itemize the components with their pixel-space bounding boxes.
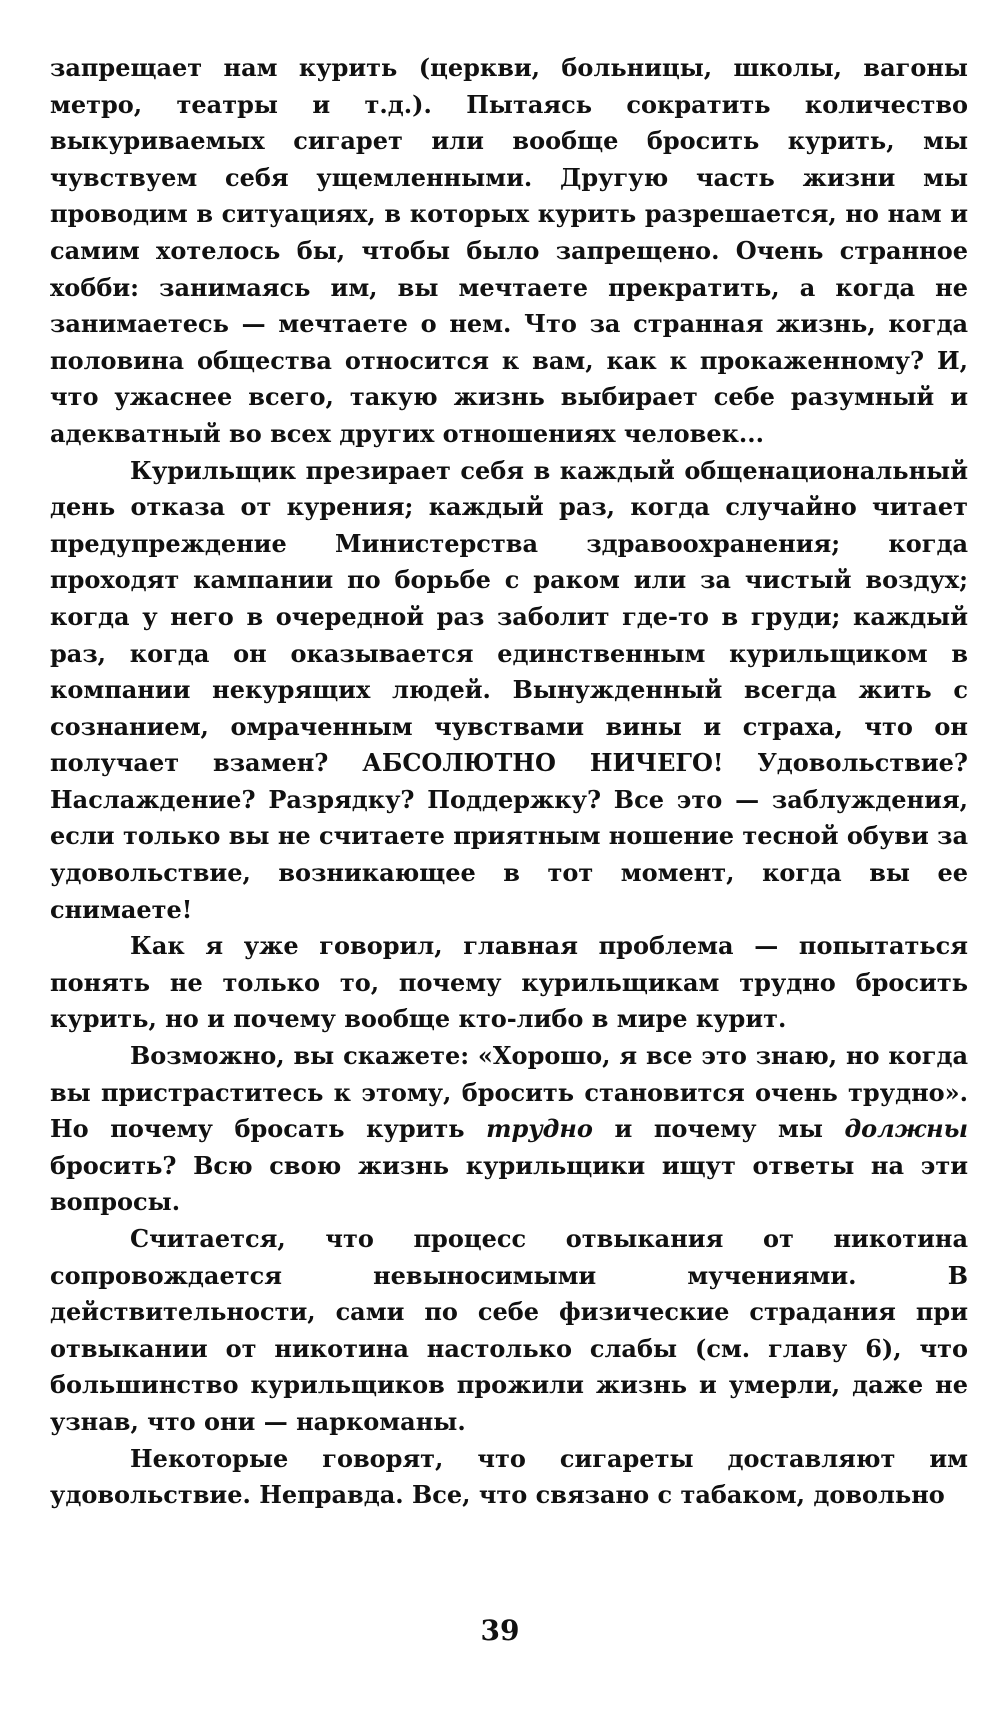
paragraph-withdrawal: Считается, что процесс отвыкания от никотина сопровождается невыносимыми мучениями. В действительности, сами по себе физические страдания при отвыкании от никотина настолько слабы (см. главу 6), что большинство курильщиков прожили жизнь и умерли, даже не узнав, что они — наркоманы. <box>50 1224 968 1436</box>
paragraph-smoker-despises: Курильщик презирает себя в каждый общенациональный день отказа от курения; каждый раз, когда случайно читает предупреждение Министерства здравоохранения; когда проходят кампании по борьбе с раком или за чистый воздух; когда у него в очередной раз заболит где-то в груди; каждый раз, когда он оказывается единственным курильщиком в компании некурящих людей. Вынужденный всегда жить с сознанием, омраченным чувствами вины и страха, что он получает взамен? АБСОЛЮТНО НИЧЕГО! Удовольствие? Наслаждение? Разрядку? Поддержку? Все это — заблуждения, если только вы не считаете приятным ношение тесной обуви за удовольствие, возникающее в тот момент, когда вы ее снимаете! <box>50 455 968 924</box>
paragraph-pleasure: Некоторые говорят, что сигареты доставляют им удовольствие. Неправда. Все, что связано с табаком, довольно <box>50 1443 968 1510</box>
italic-word-must: должны <box>844 1114 968 1144</box>
paragraph-why-hard-part2: и почему мы <box>592 1114 845 1144</box>
paragraph-why-hard-part1: Возможно, вы скажете: «Хорошо, я все это знаю, но когда вы пристраститесь к этому, бросить становится очень трудно». Но почему бросать курить <box>50 1041 968 1144</box>
page-number: 39 <box>480 1614 520 1647</box>
italic-word-hard: трудно <box>486 1114 593 1144</box>
paragraph-main-problem: Как я уже говорил, главная проблема — попытаться понять не только то, почему курильщикам трудно бросить курить, но и почему вообще кто-либо в мире курит. <box>50 931 968 1034</box>
paragraph-continued: запрещает нам курить (церкви, больницы, школы, вагоны метро, театры и т.д.). Пытаясь сократить количество выкуриваемых сигарет или вообще бросить курить, мы чувствуем себя ущемленными. Другую часть жизни мы проводим в ситуациях, в которых курить разрешается, но нам и самим хотелось бы, чтобы было запрещено. Очень странное хобби: занимаясь им, вы мечтаете прекратить, а когда не занимаетесь — мечтаете о нем. Что за странная жизнь, когда половина общества относится к вам, как к прокаженному? И, что ужаснее всего, такую жизнь выбирает себе разумный и адекватный во всех других отношениях человек... <box>50 53 968 448</box>
paragraph-why-hard <box>50 1038 968 1221</box>
body-text <box>50 50 968 1514</box>
paragraph-why-hard-part3: бросить? Всю свою жизнь курильщики ищут ответы на эти вопросы. <box>50 1150 968 1217</box>
